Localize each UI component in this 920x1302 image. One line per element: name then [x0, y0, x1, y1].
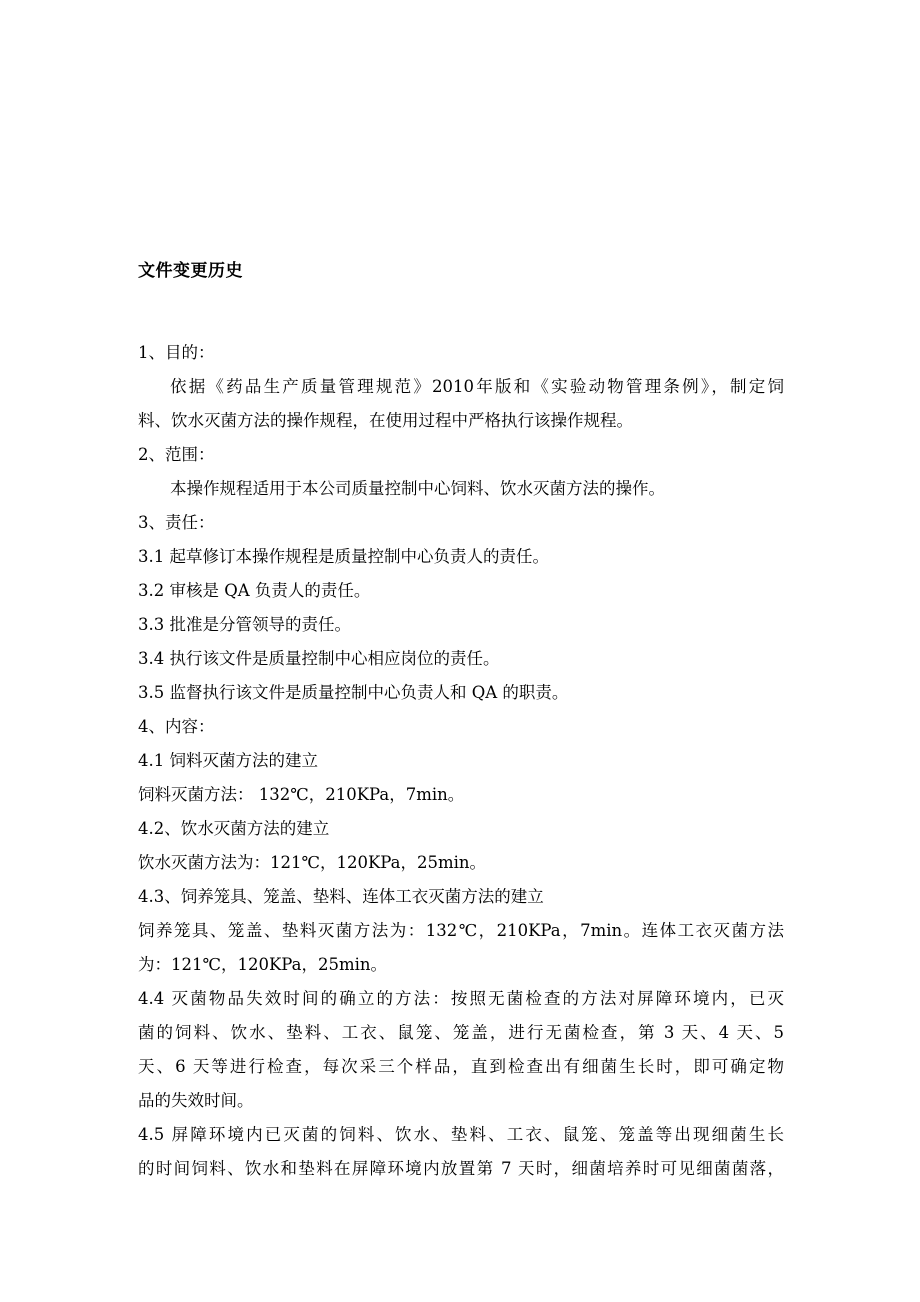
subsection-4-1-title: 4.1 饲料灭菌方法的建立 [138, 751, 318, 770]
responsibility-3-4: 3.4 执行该文件是质量控制中心相应岗位的责任。 [138, 649, 500, 668]
section-3-title: 3、责任： [138, 513, 215, 532]
responsibility-3-1: 3.1 起草修订本操作规程是质量控制中心负责人的责任。 [138, 547, 549, 566]
cage-sterilization-line-1: 饲养笼具、笼盖、垫料灭菌方法为：132℃，210KPa，7min。连体工衣灭菌方法 [138, 921, 784, 940]
purpose-text-line-1: 依据《药品生产质量管理规范》2010年版和《实验动物管理条例》，制定饲 [170, 377, 784, 396]
purpose-text-line-2: 料、饮水灭菌方法的操作规程，在使用过程中严格执行该操作规程。 [138, 411, 633, 430]
responsibility-3-3: 3.3 批准是分管领导的责任。 [138, 615, 351, 634]
change-history-heading: 文件变更历史 [138, 261, 243, 281]
subsection-4-5-line-2: 的时间饲料、饮水和垫料在屏障环境内放置第 7 天时，细菌培养时可见细菌菌落， [138, 1159, 784, 1178]
section-4-title: 4、内容： [138, 717, 215, 736]
feed-sterilization-method: 饲料灭菌方法： 132℃，210KPa，7min。 [138, 785, 465, 804]
responsibility-3-2: 3.2 审核是 QA 负责人的责任。 [138, 581, 371, 600]
water-sterilization-method: 饮水灭菌方法为：121℃，120KPa，25min。 [138, 853, 487, 872]
subsection-4-5-line-1: 4.5 屏障环境内已灭菌的饲料、饮水、垫料、工衣、鼠笼、笼盖等出现细菌生长 [138, 1125, 784, 1144]
subsection-4-4-line-2: 菌的饲料、饮水、垫料、工衣、鼠笼、笼盖，进行无菌检查，第 3 天、4 天、5 [138, 1023, 784, 1042]
subsection-4-2-title: 4.2、饮水灭菌方法的建立 [138, 819, 330, 838]
section-2-title: 2、范围： [138, 445, 215, 464]
subsection-4-4-line-3: 天、6 天等进行检查，每次采三个样品，直到检查出有细菌生长时，即可确定物 [138, 1057, 784, 1076]
section-1-title: 1、目的： [138, 343, 215, 362]
subsection-4-4-line-1: 4.4 灭菌物品失效时间的确立的方法：按照无菌检查的方法对屏障环境内，已灭 [138, 989, 784, 1008]
cage-sterilization-line-2: 为：121℃，120KPa，25min。 [138, 955, 388, 974]
scope-text: 本操作规程适用于本公司质量控制中心饲料、饮水灭菌方法的操作。 [170, 479, 665, 498]
subsection-4-3-title: 4.3、饲养笼具、笼盖、垫料、连体工衣灭菌方法的建立 [138, 887, 544, 906]
document-body [138, 336, 784, 1186]
responsibility-3-5: 3.5 监督执行该文件是质量控制中心负责人和 QA 的职责。 [138, 683, 569, 702]
subsection-4-4-line-4: 品的失效时间。 [138, 1091, 254, 1110]
